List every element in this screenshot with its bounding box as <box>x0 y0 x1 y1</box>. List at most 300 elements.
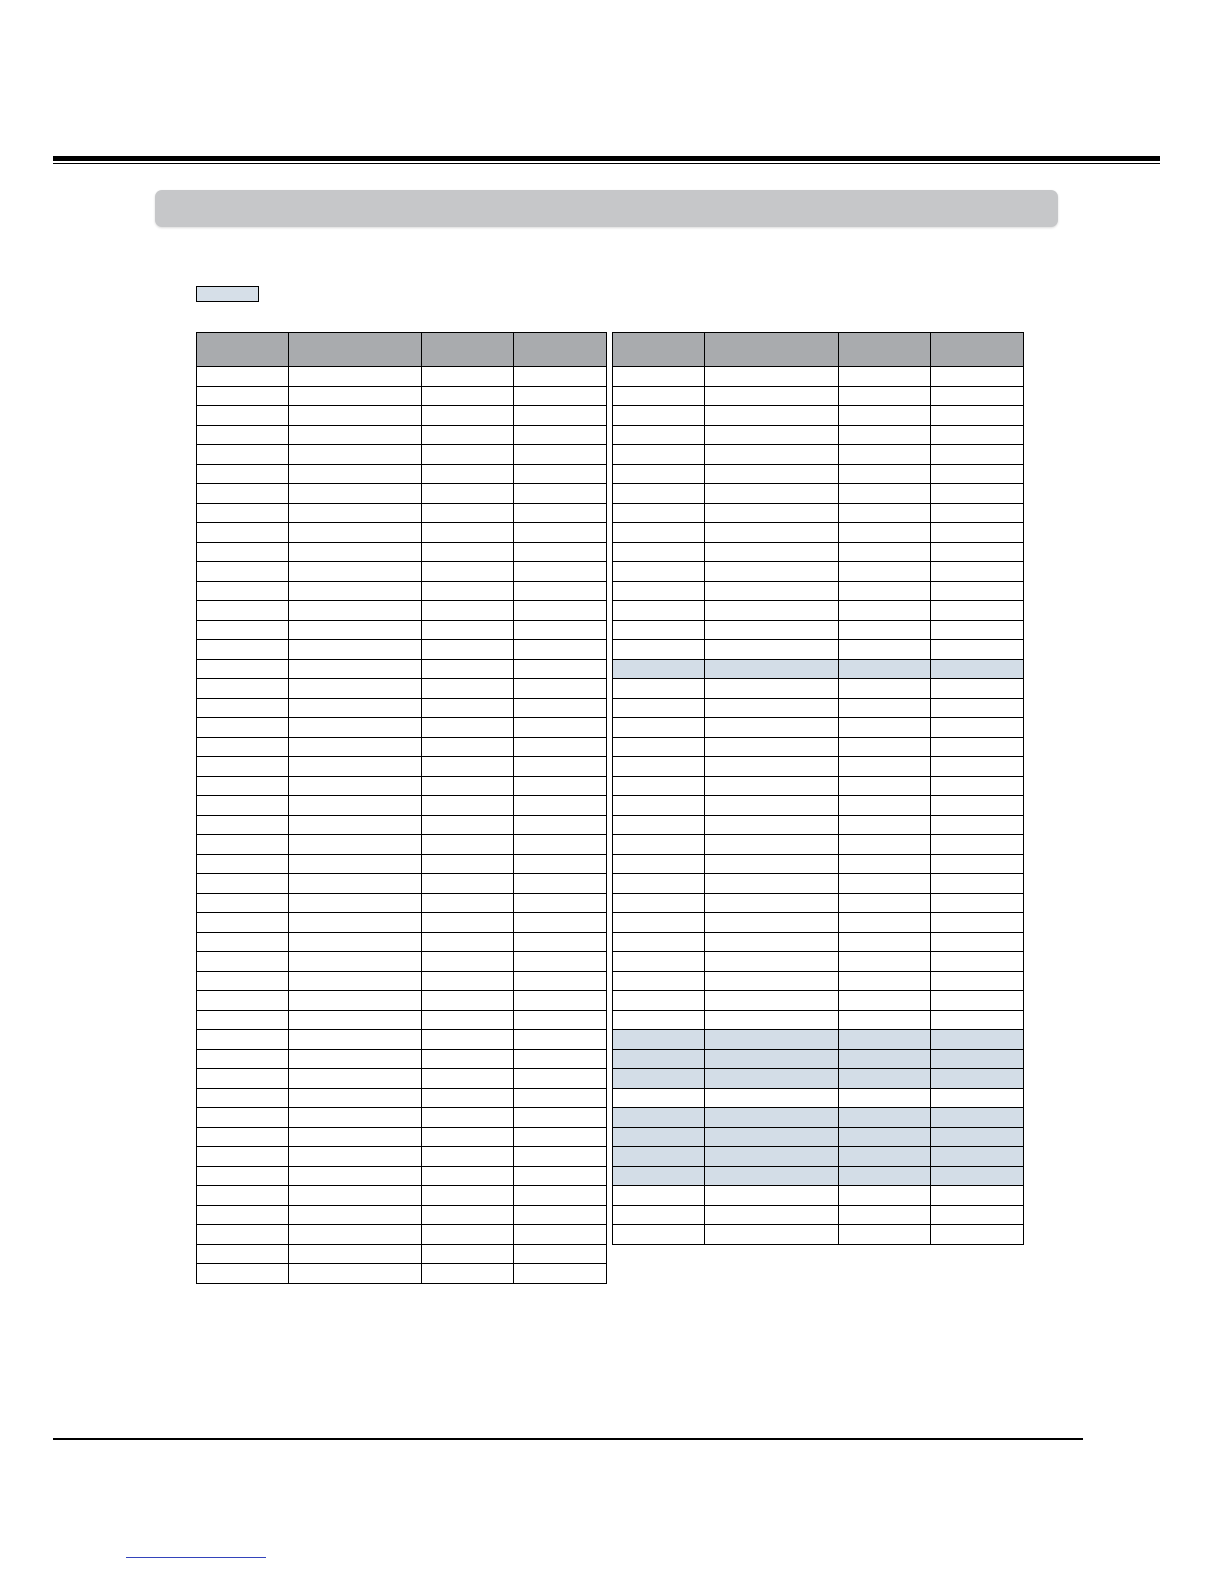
table-cell <box>422 854 514 874</box>
table-cell <box>931 1166 1024 1186</box>
table-cell <box>289 562 422 582</box>
table-row <box>197 1030 607 1050</box>
table-cell <box>289 640 422 660</box>
table-cell <box>613 562 705 582</box>
table-row <box>197 815 607 835</box>
table-cell <box>705 1069 839 1089</box>
table-cell <box>613 640 705 660</box>
table-row <box>197 1088 607 1108</box>
table-cell <box>839 640 931 660</box>
table-row <box>197 835 607 855</box>
table-row <box>613 835 1024 855</box>
table-cell <box>514 679 607 699</box>
table-cell <box>705 1205 839 1225</box>
table-row <box>613 737 1024 757</box>
table-row <box>197 1069 607 1089</box>
data-table-right <box>612 332 1024 1245</box>
table-cell <box>514 1147 607 1167</box>
table-cell <box>197 1186 289 1206</box>
table-cell <box>422 1010 514 1030</box>
table-cell <box>197 679 289 699</box>
table-cell <box>839 698 931 718</box>
column-header <box>197 333 289 367</box>
table-cell <box>422 1108 514 1128</box>
table-row <box>613 757 1024 777</box>
table-cell <box>289 1205 422 1225</box>
table-row <box>197 932 607 952</box>
table-cell <box>289 445 422 465</box>
table-cell <box>613 425 705 445</box>
table-cell <box>514 737 607 757</box>
table-cell <box>197 835 289 855</box>
table-row <box>613 1108 1024 1128</box>
table-cell <box>705 464 839 484</box>
table-cell <box>839 542 931 562</box>
table-cell <box>705 581 839 601</box>
table-cell <box>613 776 705 796</box>
table-cell <box>839 796 931 816</box>
table-cell <box>289 893 422 913</box>
table-row <box>613 718 1024 738</box>
table-cell <box>931 425 1024 445</box>
table-cell <box>839 1069 931 1089</box>
table-row <box>613 1225 1024 1245</box>
table-cell <box>514 1264 607 1284</box>
table-cell <box>289 913 422 933</box>
table-cell <box>931 893 1024 913</box>
table-cell <box>289 484 422 504</box>
table-cell <box>289 581 422 601</box>
table-cell <box>613 1049 705 1069</box>
table-cell <box>705 386 839 406</box>
table-cell <box>931 1088 1024 1108</box>
table-cell <box>197 776 289 796</box>
table-cell <box>613 601 705 621</box>
table-cell <box>613 815 705 835</box>
table-row <box>197 542 607 562</box>
table-cell <box>289 1049 422 1069</box>
table-row <box>197 445 607 465</box>
table-row <box>197 952 607 972</box>
table-cell <box>197 796 289 816</box>
table-cell <box>931 854 1024 874</box>
table-cell <box>289 776 422 796</box>
table-cell <box>197 640 289 660</box>
table-cell <box>422 1264 514 1284</box>
table-cell <box>422 659 514 679</box>
column-header <box>931 333 1024 367</box>
table-cell <box>197 991 289 1011</box>
table-cell <box>839 854 931 874</box>
table-cell <box>839 1010 931 1030</box>
table-cell <box>514 971 607 991</box>
table-cell <box>705 1088 839 1108</box>
table-row <box>613 523 1024 543</box>
table-cell <box>931 581 1024 601</box>
table-cell <box>422 679 514 699</box>
table-row <box>613 1049 1024 1069</box>
table-row <box>197 503 607 523</box>
table-cell <box>705 874 839 894</box>
table-cell <box>613 523 705 543</box>
table-cell <box>931 386 1024 406</box>
table-cell <box>705 601 839 621</box>
table-row <box>613 854 1024 874</box>
table-row <box>197 581 607 601</box>
table-cell <box>289 1088 422 1108</box>
table-cell <box>422 484 514 504</box>
table-cell <box>289 1030 422 1050</box>
table-cell <box>197 445 289 465</box>
table-cell <box>197 1030 289 1050</box>
table-cell <box>931 718 1024 738</box>
table-row <box>613 932 1024 952</box>
table-cell <box>705 815 839 835</box>
table-cell <box>931 815 1024 835</box>
table-row <box>197 971 607 991</box>
table-row <box>613 1166 1024 1186</box>
table-cell <box>197 1069 289 1089</box>
table-cell <box>839 562 931 582</box>
table-cell <box>197 659 289 679</box>
table-row <box>613 406 1024 426</box>
table-cell <box>422 523 514 543</box>
table-cell <box>197 406 289 426</box>
table-row <box>197 1264 607 1284</box>
table-row <box>197 874 607 894</box>
table-row <box>613 776 1024 796</box>
table-cell <box>931 952 1024 972</box>
table-cell <box>613 659 705 679</box>
table-cell <box>705 445 839 465</box>
table-cell <box>289 1166 422 1186</box>
table-cell <box>197 523 289 543</box>
table-row <box>613 991 1024 1011</box>
table-cell <box>289 464 422 484</box>
table-cell <box>839 1205 931 1225</box>
table-cell <box>289 757 422 777</box>
table-cell <box>705 425 839 445</box>
table-cell <box>514 386 607 406</box>
table-cell <box>197 562 289 582</box>
table-cell <box>514 425 607 445</box>
table-cell <box>613 1147 705 1167</box>
table-cell <box>422 386 514 406</box>
table-cell <box>705 835 839 855</box>
table-cell <box>514 796 607 816</box>
table-cell <box>931 464 1024 484</box>
table-cell <box>613 679 705 699</box>
table-cell <box>613 757 705 777</box>
table-cell <box>839 1108 931 1128</box>
table-cell <box>931 1205 1024 1225</box>
table-cell <box>422 581 514 601</box>
table-cell <box>931 503 1024 523</box>
table-cell <box>289 952 422 972</box>
table-cell <box>931 620 1024 640</box>
table-cell <box>839 425 931 445</box>
table-cell <box>613 971 705 991</box>
table-cell <box>839 406 931 426</box>
table-cell <box>422 1147 514 1167</box>
table-cell <box>705 1030 839 1050</box>
table-cell <box>197 464 289 484</box>
table-cell <box>514 484 607 504</box>
table-row <box>613 1088 1024 1108</box>
table-cell <box>289 796 422 816</box>
column-header <box>613 333 705 367</box>
table-cell <box>613 1127 705 1147</box>
table-cell <box>705 1108 839 1128</box>
table-cell <box>931 367 1024 387</box>
table-cell <box>289 854 422 874</box>
table-cell <box>839 679 931 699</box>
table-cell <box>197 698 289 718</box>
table-cell <box>931 601 1024 621</box>
table-cell <box>514 1010 607 1030</box>
data-table-left <box>196 332 607 1284</box>
table-cell <box>613 484 705 504</box>
table-cell <box>289 503 422 523</box>
table-row <box>197 367 607 387</box>
table-cell <box>289 679 422 699</box>
table-row <box>613 1127 1024 1147</box>
table-cell <box>197 1147 289 1167</box>
table-cell <box>613 952 705 972</box>
table-cell <box>931 445 1024 465</box>
table-cell <box>514 1225 607 1245</box>
table-cell <box>613 542 705 562</box>
table-cell <box>931 484 1024 504</box>
table-cell <box>422 776 514 796</box>
table-cell <box>197 952 289 972</box>
table-cell <box>514 854 607 874</box>
table-cell <box>422 367 514 387</box>
table-cell <box>839 1088 931 1108</box>
column-header <box>839 333 931 367</box>
table-cell <box>289 601 422 621</box>
table-cell <box>422 796 514 816</box>
table-cell <box>197 1205 289 1225</box>
table-cell <box>613 1166 705 1186</box>
table-row <box>613 952 1024 972</box>
footer-link-underline[interactable] <box>126 1557 266 1558</box>
table-cell <box>514 445 607 465</box>
table-cell <box>514 835 607 855</box>
table-cell <box>514 952 607 972</box>
column-header <box>514 333 607 367</box>
table-cell <box>613 1088 705 1108</box>
table-row <box>197 757 607 777</box>
table-cell <box>197 1088 289 1108</box>
table-row <box>613 1030 1024 1050</box>
table-cell <box>613 620 705 640</box>
table-cell <box>514 601 607 621</box>
table-cell <box>514 1127 607 1147</box>
table-cell <box>839 386 931 406</box>
table-cell <box>839 1166 931 1186</box>
table-cell <box>705 484 839 504</box>
table-row <box>197 913 607 933</box>
table-cell <box>839 991 931 1011</box>
table-cell <box>514 542 607 562</box>
table-cell <box>514 640 607 660</box>
table-cell <box>289 815 422 835</box>
table-cell <box>705 503 839 523</box>
table-cell <box>514 659 607 679</box>
table-cell <box>705 1147 839 1167</box>
column-header <box>422 333 514 367</box>
table-cell <box>705 757 839 777</box>
table-cell <box>613 464 705 484</box>
table-row <box>613 659 1024 679</box>
legend-highlight-swatch <box>196 286 259 302</box>
table-cell <box>839 1147 931 1167</box>
table-cell <box>931 1010 1024 1030</box>
table-cell <box>514 581 607 601</box>
table-cell <box>289 698 422 718</box>
table-cell <box>514 1186 607 1206</box>
table-row <box>613 386 1024 406</box>
table-cell <box>422 718 514 738</box>
table-cell <box>931 796 1024 816</box>
table-row <box>613 367 1024 387</box>
table-row <box>613 796 1024 816</box>
table-cell <box>839 874 931 894</box>
table-row <box>197 776 607 796</box>
table-cell <box>931 776 1024 796</box>
table-cell <box>422 562 514 582</box>
table-cell <box>613 874 705 894</box>
table-cell <box>839 893 931 913</box>
table-row <box>197 1225 607 1245</box>
table-cell <box>931 991 1024 1011</box>
table-row <box>197 1244 607 1264</box>
table-cell <box>514 815 607 835</box>
table-row <box>613 1147 1024 1167</box>
table-row <box>197 698 607 718</box>
table-cell <box>289 932 422 952</box>
table-cell <box>514 1108 607 1128</box>
table-cell <box>705 679 839 699</box>
table-cell <box>613 1069 705 1089</box>
table-cell <box>931 737 1024 757</box>
table-cell <box>289 835 422 855</box>
table-cell <box>422 1069 514 1089</box>
table-cell <box>705 796 839 816</box>
table-cell <box>705 562 839 582</box>
table-cell <box>613 835 705 855</box>
table-cell <box>931 523 1024 543</box>
table-cell <box>931 1127 1024 1147</box>
table-cell <box>422 445 514 465</box>
table-cell <box>422 1186 514 1206</box>
table-cell <box>613 445 705 465</box>
table-cell <box>197 386 289 406</box>
table-cell <box>705 640 839 660</box>
table-cell <box>514 1088 607 1108</box>
table-cell <box>197 1166 289 1186</box>
table-cell <box>705 1127 839 1147</box>
table-cell <box>931 698 1024 718</box>
table-cell <box>422 1049 514 1069</box>
table-cell <box>197 971 289 991</box>
table-cell <box>422 991 514 1011</box>
table-cell <box>705 620 839 640</box>
table-cell <box>197 1108 289 1128</box>
table-row <box>613 445 1024 465</box>
table-cell <box>613 1030 705 1050</box>
table-row <box>613 1205 1024 1225</box>
table-cell <box>705 893 839 913</box>
table-cell <box>705 406 839 426</box>
table-cell <box>197 503 289 523</box>
table-cell <box>839 523 931 543</box>
table-row <box>197 659 607 679</box>
table-cell <box>197 1127 289 1147</box>
table-row <box>197 679 607 699</box>
table-cell <box>422 1205 514 1225</box>
table-cell <box>514 757 607 777</box>
table-cell <box>197 1225 289 1245</box>
table-row <box>613 913 1024 933</box>
table-cell <box>705 952 839 972</box>
table-cell <box>839 971 931 991</box>
table-cell <box>422 1166 514 1186</box>
table-cell <box>705 698 839 718</box>
table-cell <box>422 757 514 777</box>
table-cell <box>839 601 931 621</box>
table-cell <box>422 542 514 562</box>
table-cell <box>931 1225 1024 1245</box>
table-row <box>197 893 607 913</box>
table-cell <box>613 932 705 952</box>
table-cell <box>613 913 705 933</box>
table-cell <box>514 991 607 1011</box>
table-cell <box>422 893 514 913</box>
table-cell <box>613 1186 705 1206</box>
table-cell <box>839 757 931 777</box>
table-cell <box>613 1225 705 1245</box>
table-cell <box>514 1030 607 1050</box>
table-cell <box>197 757 289 777</box>
table-row <box>197 1147 607 1167</box>
table-cell <box>931 562 1024 582</box>
table-cell <box>839 1049 931 1069</box>
table-cell <box>514 1166 607 1186</box>
table-cell <box>514 562 607 582</box>
table-cell <box>197 1244 289 1264</box>
table-cell <box>289 425 422 445</box>
table-row <box>613 815 1024 835</box>
table-cell <box>422 835 514 855</box>
table-cell <box>931 1049 1024 1069</box>
table-cell <box>422 971 514 991</box>
table-cell <box>931 542 1024 562</box>
table-cell <box>422 874 514 894</box>
table-cell <box>613 1010 705 1030</box>
table-cell <box>931 971 1024 991</box>
table-cell <box>197 913 289 933</box>
table-cell <box>613 503 705 523</box>
table-cell <box>705 991 839 1011</box>
table-cell <box>839 620 931 640</box>
table-cell <box>514 932 607 952</box>
table-cell <box>613 386 705 406</box>
table-cell <box>613 1205 705 1225</box>
table-cell <box>705 1010 839 1030</box>
table-row <box>197 796 607 816</box>
